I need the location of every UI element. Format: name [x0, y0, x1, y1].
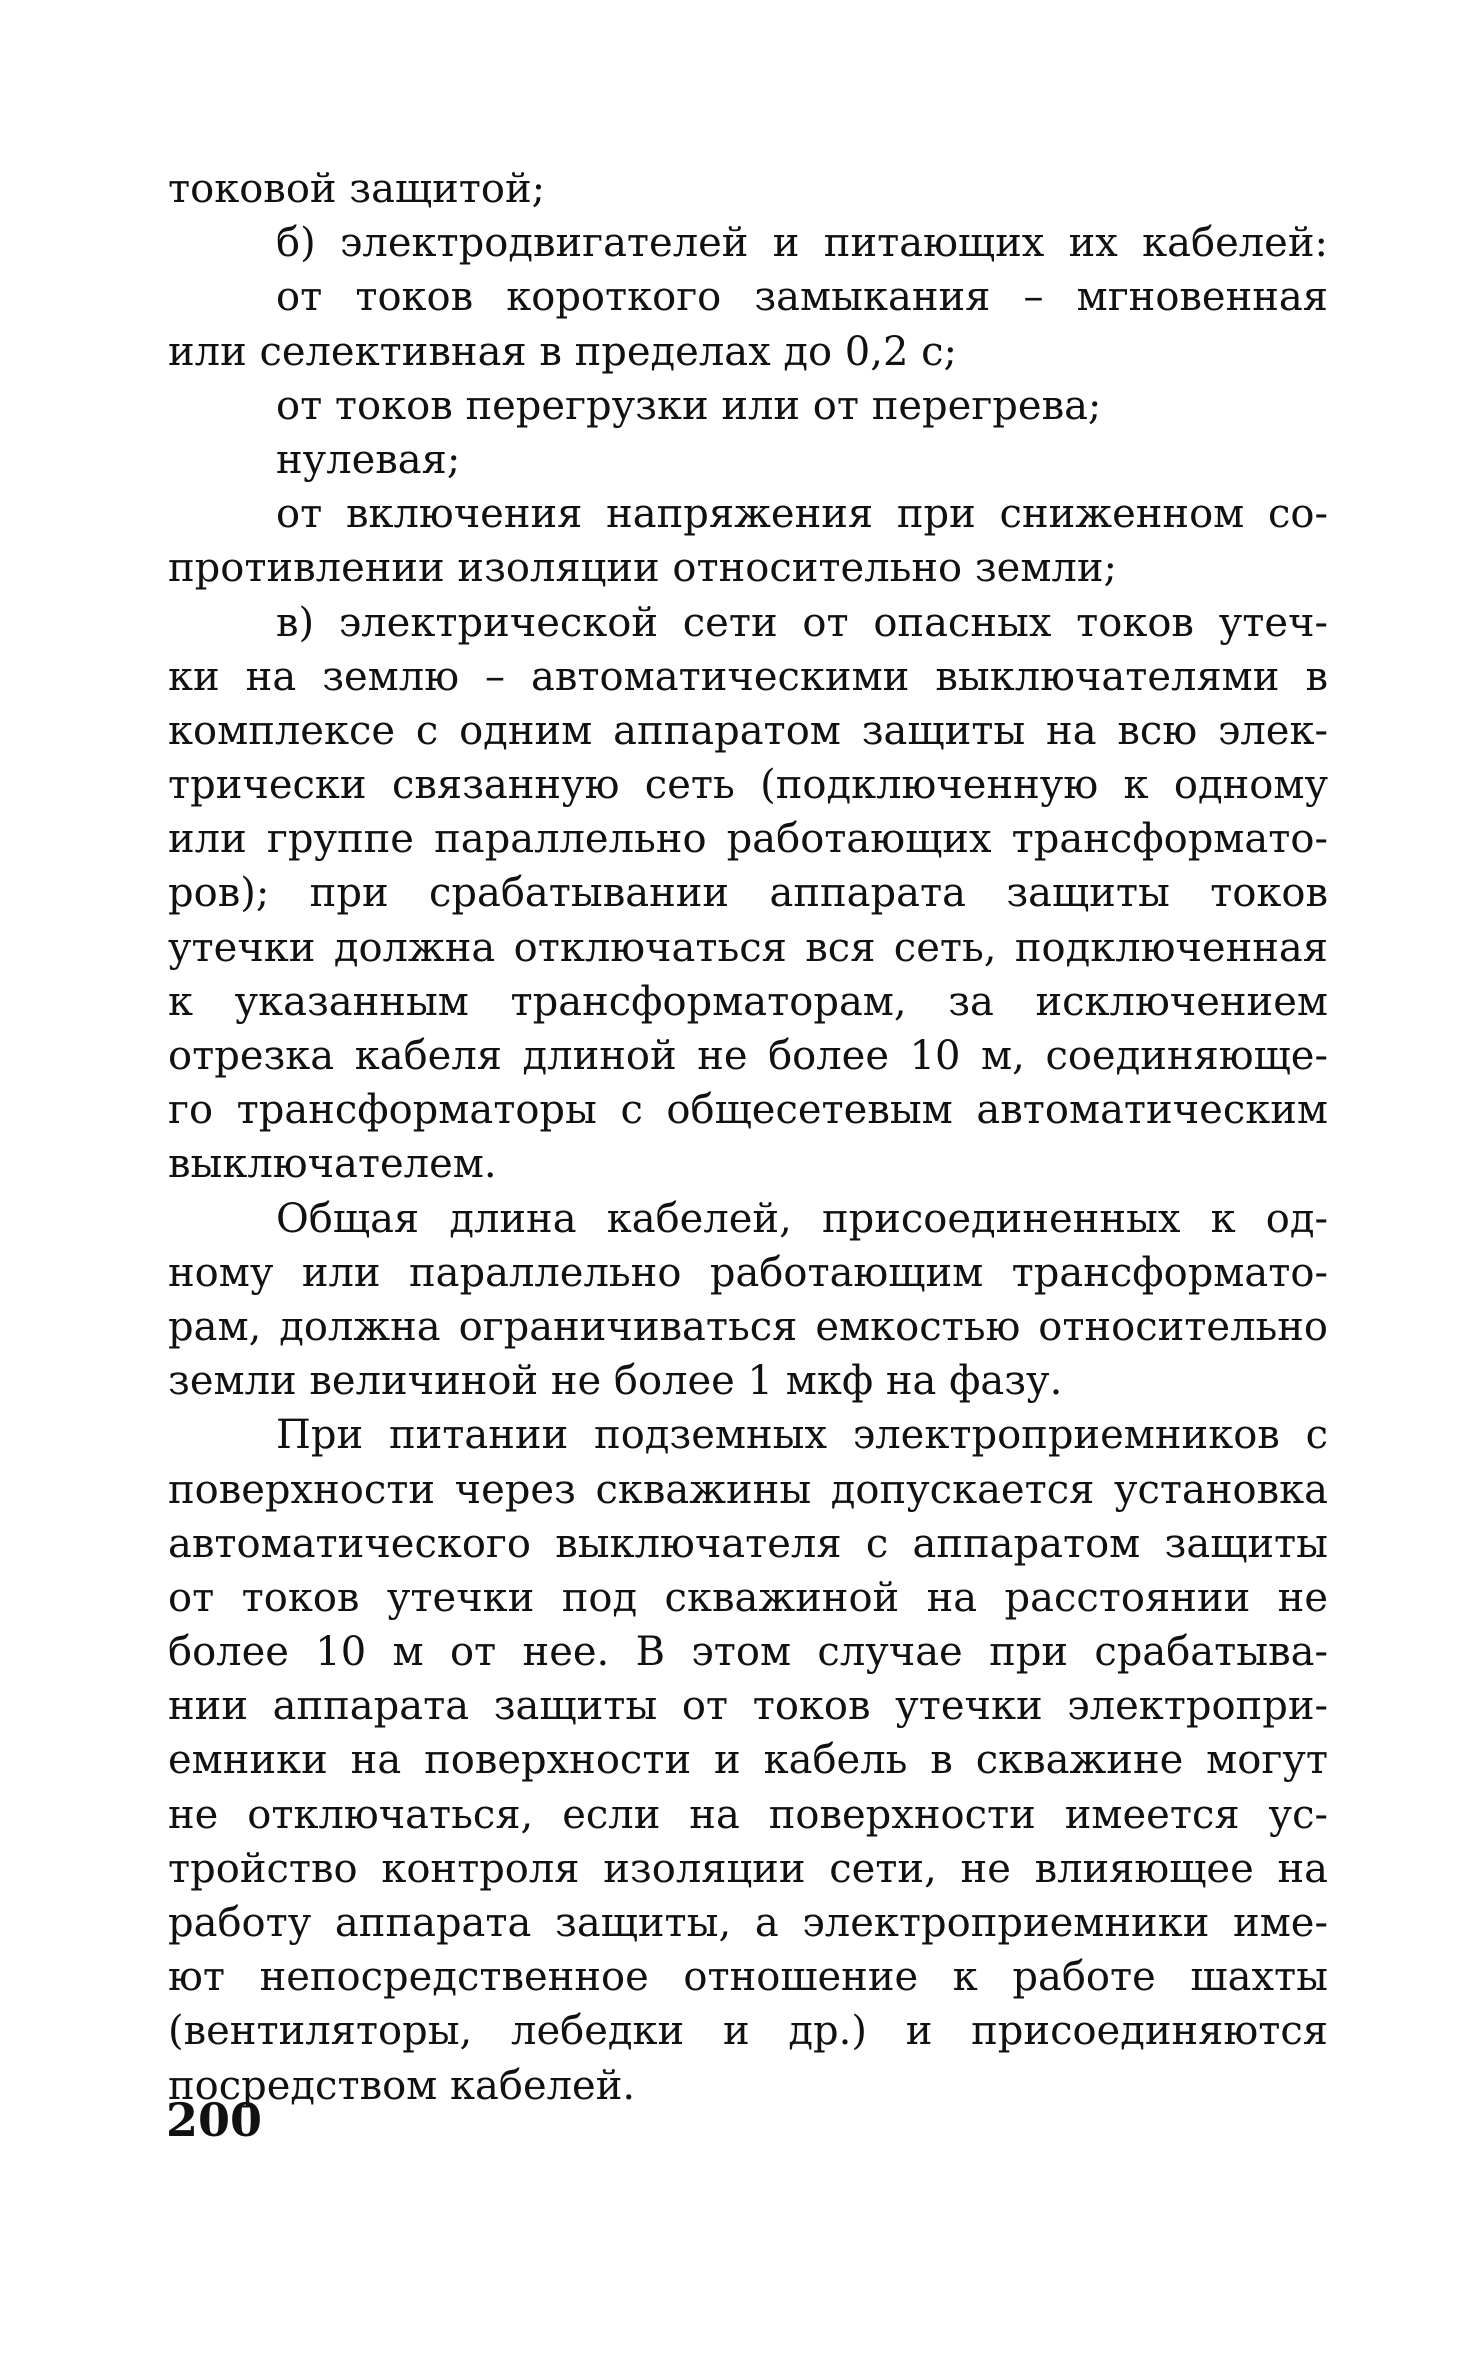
text-line: противлении изоляции относительно земли;: [168, 545, 1118, 592]
text-line: отрезка кабеля длиной не более 10 м, соединяюще-: [168, 1033, 1328, 1079]
text-line: утечки должна отключаться вся сеть, подключенная: [168, 924, 1328, 971]
text-line: более 10 м от нее. В этом случае при срабатыва-: [168, 1629, 1328, 1676]
text-line: комплексе с одним аппаратом защиты на всю элек-: [168, 707, 1328, 754]
text-line: нии аппарата защиты от токов утечки электропри-: [168, 1683, 1328, 1730]
text-line: нулевая;: [276, 436, 461, 483]
text-line: емники на поверхности и кабель в скважине могут: [168, 1737, 1328, 1784]
text-line: рам, должна ограничиваться емкостью относительно: [168, 1303, 1328, 1350]
text-line: трически связанную сеть (подключенную к одному: [168, 762, 1328, 809]
text-line: или группе параллельно работающих трансформато-: [168, 816, 1328, 863]
body-text: [168, 162, 1328, 2113]
text-line: ров); при срабатывании аппарата защиты токов: [168, 870, 1328, 917]
text-line: тройство контроля изоляции сети, не влияющее на: [168, 1845, 1328, 1892]
text-line: ному или параллельно работающим трансформато-: [168, 1249, 1328, 1296]
text-line: от токов короткого замыкания – мгновенная: [276, 274, 1328, 321]
text-line: выключателем.: [168, 1141, 497, 1188]
text-line: от токов утечки под скважиной на расстоянии не: [168, 1574, 1328, 1621]
text-line: или селективная в пределах до 0,2 с;: [168, 328, 958, 375]
text-line: ки на землю – автоматическими выключателями в: [168, 653, 1328, 700]
text-line: от включения напряжения при сниженном со-: [276, 491, 1328, 538]
text-line: (вентиляторы, лебедки и др.) и присоединяются: [168, 2008, 1328, 2055]
page-number: 200: [166, 2093, 263, 2147]
text-line: ют непосредственное отношение к работе шахты: [168, 1954, 1328, 2001]
text-line: в) электрической сети от опасных токов утеч-: [276, 599, 1328, 646]
text-line: автоматического выключателя с аппаратом защиты: [168, 1520, 1328, 1567]
text-line: работу аппарата защиты, а электроприемники име-: [168, 1900, 1328, 1946]
text-line: к указанным трансформаторам, за исключением: [168, 978, 1328, 1025]
text-line: б) электродвигателей и питающих их кабелей:: [276, 220, 1328, 267]
text-line: от токов перегрузки или от перегрева;: [276, 382, 1102, 429]
text-line: токовой защитой;: [168, 166, 546, 212]
text-line: не отключаться, если на поверхности имеется ус-: [168, 1791, 1328, 1838]
text-line: посредством кабелей.: [168, 2062, 636, 2109]
text-line: поверхности через скважины допускается установка: [168, 1466, 1328, 1513]
text-line: земли величиной не более 1 мкф на фазу.: [168, 1358, 1063, 1405]
text-line: Общая длина кабелей, присоединенных к од-: [276, 1195, 1328, 1242]
text-line: При питании подземных электроприемников с: [276, 1412, 1328, 1459]
text-line: го трансформаторы с общесетевым автоматическим: [168, 1087, 1328, 1134]
